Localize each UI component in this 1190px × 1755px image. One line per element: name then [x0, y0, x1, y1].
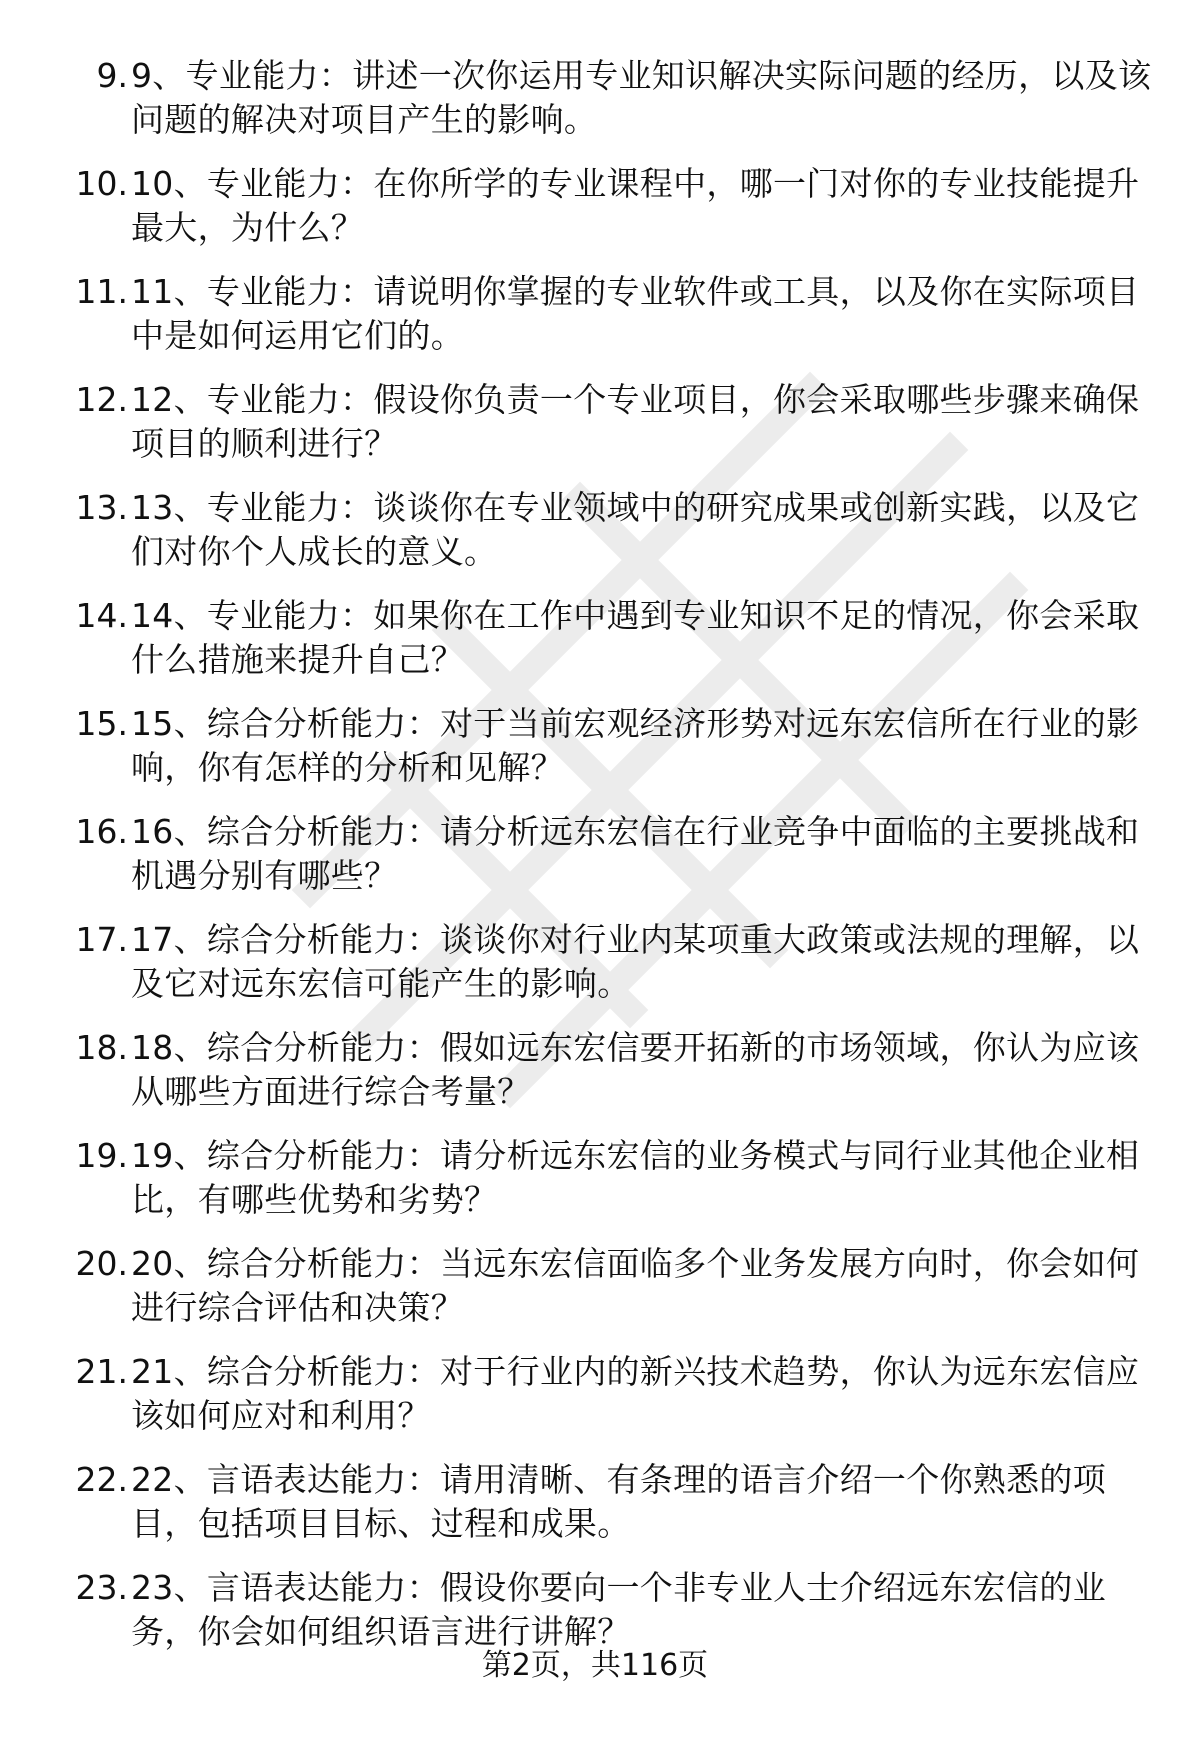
question-text: 22、言语表达能力：请用清晰、有条理的语言介绍一个你熟悉的项目，包括项目目标、过程和成果。: [131, 1460, 1106, 1543]
question-number: 15.: [75, 704, 128, 743]
question-text: 21、综合分析能力：对于行业内的新兴技术趋势，你认为远东宏信应该如何应对和利用？: [131, 1352, 1140, 1435]
question-item: [0, 918, 1190, 1026]
question-text: 16、综合分析能力：请分析远东宏信在行业竞争中面临的主要挑战和机遇分别有哪些？: [131, 812, 1140, 895]
question-item: [0, 594, 1190, 702]
question-item: [0, 54, 1190, 162]
question-item: [0, 1242, 1190, 1350]
question-number: 16.: [75, 812, 128, 851]
question-number: 9.: [96, 56, 128, 95]
question-item: [0, 270, 1190, 378]
question-number: 17.: [75, 920, 128, 959]
question-number: 14.: [75, 596, 128, 635]
question-list: [0, 54, 1190, 1674]
question-item: [0, 1026, 1190, 1134]
question-text: 13、专业能力：谈谈你在专业领域中的研究成果或创新实践，以及它们对你个人成长的意义。: [131, 488, 1140, 571]
question-number: 12.: [75, 380, 128, 419]
question-item: [0, 486, 1190, 594]
question-number: 11.: [75, 272, 128, 311]
question-item: [0, 1458, 1190, 1566]
question-number: 22.: [75, 1460, 128, 1499]
question-text: 17、综合分析能力：谈谈你对行业内某项重大政策或法规的理解，以及它对远东宏信可能产生的影响。: [131, 920, 1140, 1003]
question-text: 19、综合分析能力：请分析远东宏信的业务模式与同行业其他企业相比，有哪些优势和劣势？: [131, 1136, 1140, 1219]
question-number: 20.: [75, 1244, 128, 1283]
question-text: 10、专业能力：在你所学的专业课程中，哪一门对你的专业技能提升最大，为什么？: [131, 164, 1140, 247]
question-text: 20、综合分析能力：当远东宏信面临多个业务发展方向时，你会如何进行综合评估和决策？: [131, 1244, 1140, 1327]
question-text: 11、专业能力：请说明你掌握的专业软件或工具，以及你在实际项目中是如何运用它们的。: [131, 272, 1140, 355]
question-text: 12、专业能力：假设你负责一个专业项目，你会采取哪些步骤来确保项目的顺利进行？: [131, 380, 1140, 463]
question-item: [0, 1350, 1190, 1458]
question-text: 14、专业能力：如果你在工作中遇到专业知识不足的情况，你会采取什么措施来提升自己？: [131, 596, 1140, 679]
question-text: 23、言语表达能力：假设你要向一个非专业人士介绍远东宏信的业务，你会如何组织语言进行讲解？: [131, 1568, 1106, 1651]
question-number: 23.: [75, 1568, 128, 1607]
question-text: 9、专业能力：讲述一次你运用专业知识解决实际问题的经历，以及该问题的解决对项目产生的影响。: [131, 56, 1152, 139]
question-item: [0, 378, 1190, 486]
question-item: [0, 1134, 1190, 1242]
question-item: [0, 162, 1190, 270]
question-number: 21.: [75, 1352, 128, 1391]
page-indicator: 第2页，共116页: [481, 1648, 709, 1683]
question-item: [0, 702, 1190, 810]
question-text: 15、综合分析能力：对于当前宏观经济形势对远东宏信所在行业的影响，你有怎样的分析和见解？: [131, 704, 1140, 787]
question-number: 18.: [75, 1028, 128, 1067]
question-item: [0, 810, 1190, 918]
question-number: 13.: [75, 488, 128, 527]
question-number: 19.: [75, 1136, 128, 1175]
question-text: 18、综合分析能力：假如远东宏信要开拓新的市场领域，你认为应该从哪些方面进行综合考量？: [131, 1028, 1140, 1111]
question-number: 10.: [75, 164, 128, 203]
